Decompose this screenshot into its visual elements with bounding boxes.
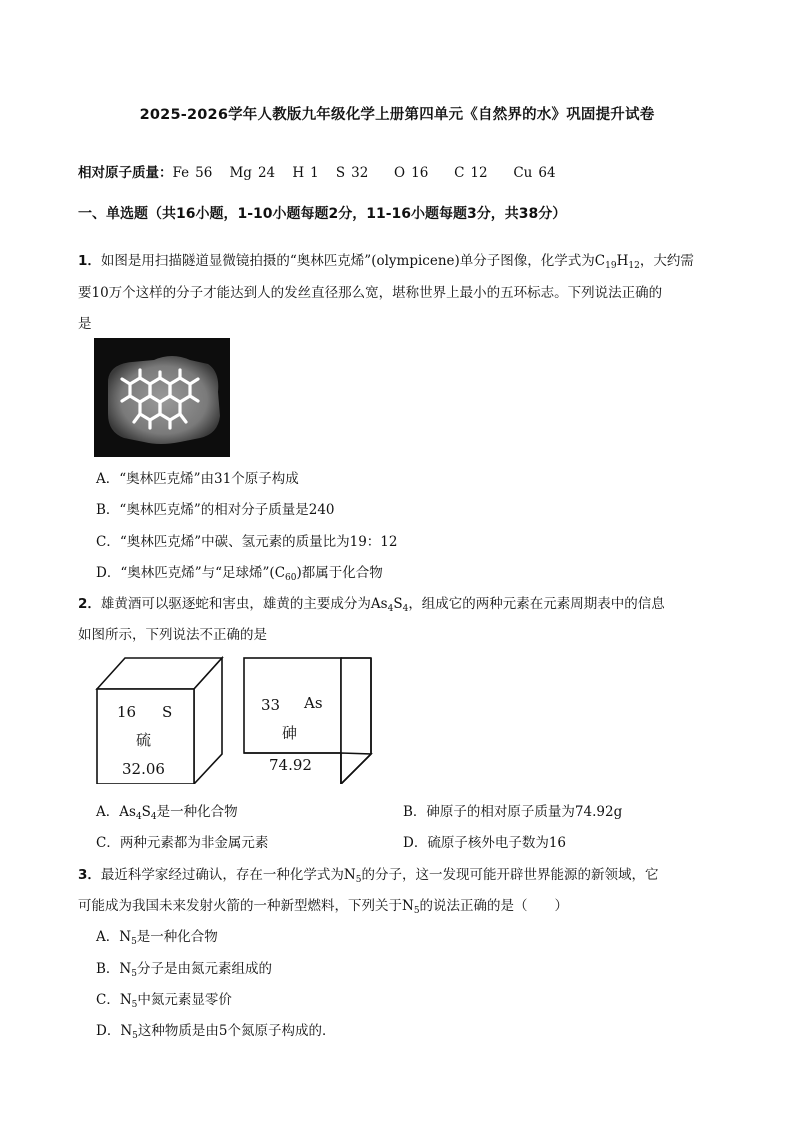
q1-sub-c: 19	[605, 261, 617, 271]
mass-mg-el: Mg	[229, 165, 252, 181]
sulfur-name: 硫	[136, 731, 152, 749]
q3-option-a-sub: 5	[131, 937, 137, 947]
mass-c-val: 12	[470, 165, 488, 181]
mass-c-el: C	[454, 165, 465, 181]
q3-sub-1: 5	[355, 875, 362, 885]
q3-line2	[78, 894, 568, 914]
q3-option-b[interactable]	[96, 957, 272, 977]
q1-option-d[interactable]	[96, 561, 383, 581]
q3-line1	[78, 863, 658, 883]
q1-sub-h: 12	[628, 261, 640, 271]
atomic-masses-label: 相对原子质量：	[78, 165, 173, 181]
q3-option-b-text-b: 分子是由氮元素组成的	[136, 961, 272, 977]
q2-number: 2．	[78, 596, 101, 612]
q2-option-a-sub1: 4	[135, 812, 142, 822]
q2-option-c[interactable]: C．两种元素都为非金属元素	[96, 835, 269, 851]
q1-text-b: H	[616, 253, 629, 269]
q3-option-a[interactable]	[96, 925, 218, 945]
q1-option-c[interactable]: C．“奥林匹克烯”中碳、氢元素的质量比为19：12	[96, 534, 398, 550]
q1-option-d-text-a: D．“奥林匹克烯”与“足球烯”(C	[96, 565, 286, 581]
q2-sub-2: 4	[402, 604, 409, 614]
mass-h-el: H	[292, 165, 305, 181]
q3-option-d[interactable]	[96, 1019, 335, 1039]
q2-text-c: ，组成它的两种元素在元素周期表中的信息	[408, 596, 665, 612]
q3-option-c-sub: 5	[131, 1000, 138, 1010]
q2-text-b: S	[393, 596, 403, 612]
olympicene-molecule-image	[94, 338, 230, 457]
q2-option-a-text-c: 是一种化合物	[156, 804, 238, 820]
arsenic-mass: 74.92	[269, 756, 312, 774]
arsenic-number: 33	[261, 696, 281, 714]
q3-number: 3．	[78, 867, 101, 883]
q3-sub-2: 5	[413, 906, 420, 916]
q2-option-a-sub2: 4	[150, 812, 157, 822]
q1-text-a: 如图是用扫描隧道显微镜拍摄的“奥林匹克烯”(olympicene)单分子图像，化学式为C	[100, 253, 606, 269]
q3-option-c[interactable]	[96, 988, 232, 1008]
q3-option-d-text-a: D．N	[96, 1023, 133, 1039]
q2-option-b[interactable]: B．砷原子的相对原子质量为74.92g	[403, 804, 623, 820]
q3-text-d: 的说法正确的是（ ）	[419, 898, 569, 914]
q1-line3: 是	[78, 316, 92, 332]
periodic-table-cards	[94, 654, 384, 784]
q1-option-d-text-b: )都属于化合物	[296, 565, 383, 581]
q3-option-d-text-b: 这种物质是由5个氮原子构成的．	[137, 1023, 336, 1039]
q3-text-c: 可能成为我国未来发射火箭的一种新型燃料，下列关于N	[78, 898, 414, 914]
q2-option-a[interactable]	[96, 800, 238, 820]
q1-option-d-sub: 60	[285, 573, 297, 583]
mass-h-val: 1	[310, 165, 319, 181]
q3-option-c-text-b: 中氮元素显零价	[137, 992, 232, 1008]
mass-cu-el: Cu	[513, 165, 533, 181]
mass-s-val: 32	[351, 165, 369, 181]
mass-fe-val: 56	[195, 165, 213, 181]
mass-fe-el: Fe	[172, 165, 190, 181]
q2-option-a-text-a: A．As	[96, 804, 136, 820]
q2-text-a: 雄黄酒可以驱逐蛇和害虫，雄黄的主要成分为As	[100, 596, 388, 612]
arsenic-name: 砷	[282, 724, 298, 742]
q2-sub-1: 4	[387, 604, 394, 614]
q1-text-c: ，大约需	[639, 253, 694, 269]
sulfur-number: 16	[117, 703, 137, 721]
q2-option-d[interactable]: D．硫原子核外电子数为16	[403, 835, 567, 851]
sulfur-mass: 32.06	[122, 760, 165, 778]
sulfur-symbol: S	[162, 703, 173, 721]
q3-option-b-text-a: B．N	[96, 961, 132, 977]
atomic-masses	[78, 161, 556, 181]
q2-line2: 如图所示，下列说法不正确的是	[78, 627, 267, 643]
mass-mg-val: 24	[257, 165, 276, 181]
q1-line1	[78, 249, 694, 269]
mass-cu-val: 64	[538, 165, 556, 181]
mass-o-val: 16	[411, 165, 429, 181]
mass-s-el: S	[335, 165, 346, 181]
page-title: 2025-2026学年人教版九年级化学上册第四单元《自然界的水》巩固提升试卷	[139, 107, 655, 123]
section-heading: 一、单选题（共16小题，1-10小题每题2分，11-16小题每题3分，共38分）	[78, 206, 567, 222]
q1-option-b[interactable]: B．“奥林匹克烯”的相对分子质量是240	[96, 502, 335, 518]
q3-text-a: 最近科学家经过确认，存在一种化学式为N	[100, 867, 356, 883]
q3-text-b: 的分子，这一发现可能开辟世界能源的新领域，它	[361, 867, 659, 883]
q1-option-a[interactable]: A．“奥林匹克烯”由31个原子构成	[96, 471, 299, 487]
q2-line1	[78, 592, 665, 612]
q3-option-b-sub: 5	[131, 969, 137, 979]
q2-option-a-text-b: S	[141, 804, 151, 820]
q1-number: 1．	[78, 253, 101, 269]
mass-o-el: O	[394, 165, 406, 181]
q3-option-c-text-a: C．N	[96, 992, 132, 1008]
q3-option-a-text-a: A．N	[96, 929, 132, 945]
arsenic-symbol: As	[304, 694, 323, 712]
q3-option-d-sub: 5	[132, 1031, 138, 1041]
q3-option-a-text-b: 是一种化合物	[136, 929, 218, 945]
q1-line2: 要10万个这样的分子才能达到人的发丝直径那么宽，堪称世界上最小的五环标志。下列说法正确的	[78, 285, 663, 301]
